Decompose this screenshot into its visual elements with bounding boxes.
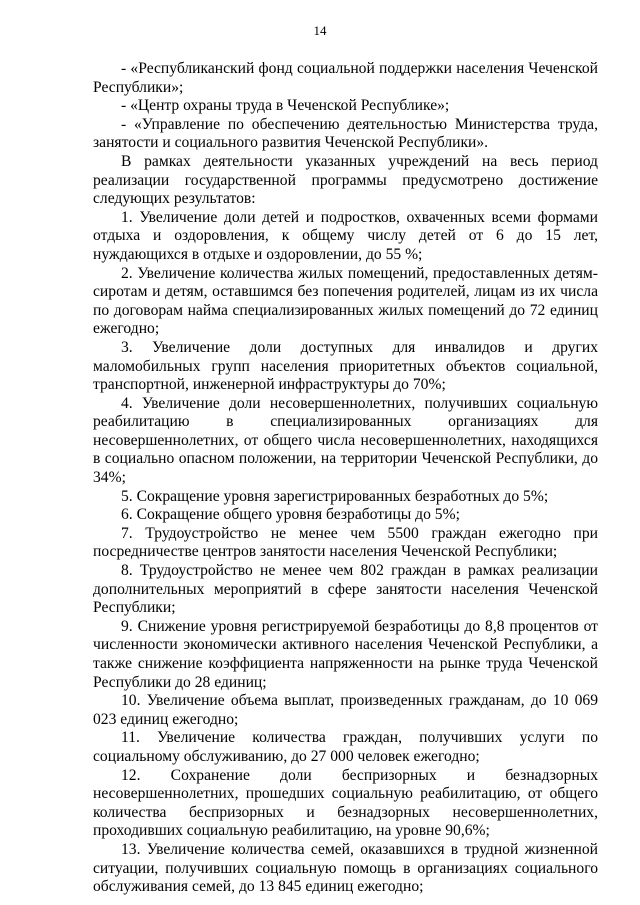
paragraph-17: 13. Увеличение количества семей, оказавшихся в трудной жизненной ситуации, получивших социальную помощь в организациях социального обслуживания семей, до 13 845 единиц ежегодно; [93,840,598,896]
paragraph-6: 2. Увеличение количества жилых помещений, предоставленных детям-сиротам и детям, оставшимся без попечения родителей, лицам из их числа по договорам найма специализированных жилых помещений до 72 единиц ежегодно; [93,264,598,338]
paragraph-9: 5. Сокращение уровня зарегистрированных безработных до 5%; [121,487,549,505]
paragraph-11: 7. Трудоустройство не менее чем 5500 граждан ежегодно при посредничестве центров занятости населения Чеченской Республики; [93,524,598,561]
paragraph-5: 1. Увеличение доли детей и подростков, охваченных всеми формами отдыха и оздоровления, к общему числу детей от 6 до 15 лет, нуждающихся в отдыхе и оздоровлении, до 55 %; [93,208,598,263]
body-text [93,60,598,897]
page-number: 14 [313,23,327,38]
paragraph-3: - «Управление по обеспечению деятельностью Министерства труда, занятости и социального развития Чеченской Республики». [93,115,598,152]
paragraph-10: 6. Сокращение общего уровня безработицы до 5%; [121,506,460,524]
paragraph-15: 11. Увеличение количества граждан, получивших услуги по социальному обслуживанию, до 27 000 человек ежегодно; [93,729,598,765]
paragraph-14: 10. Увеличение объема выплат, произведенных гражданам, до 10 069 023 единиц ежегодно; [93,692,598,728]
paragraph-7: 3. Увеличение доли доступных для инвалидов и других маломобильных групп населения приоритетных объектов социальной, транспортной, инженерной инфраструктуры до 70%; [93,338,598,394]
paragraph-12: 8. Трудоустройство не менее чем 802 граждан в рамках реализации дополнительных мероприятий в сфере занятости населения Чеченской Республики; [93,562,598,617]
paragraph-2: - «Центр охраны труда в Чеченской Республике»; [121,97,450,115]
paragraph-4: В рамках деятельности указанных учреждений на весь период реализации государственной программы предусмотрено достижение следующих результатов: [93,152,598,208]
paragraph-13: 9. Снижение уровня регистрируемой безработицы до 8,8 процентов от численности экономически активного населения Чеченской Республики, а также снижение коэффициента напряженности на рынке труда Чеченской Республики до 28 единиц; [93,617,598,691]
paragraph-16: 12. Сохранение доли беспризорных и безнадзорных несовершеннолетних, прошедших социальную реабилитацию, от общего количества беспризорных и безнадзорных несовершеннолетних, проходивших социальную реабилитацию, на уровне 90,6%; [93,766,598,840]
paragraph-8: 4. Увеличение доли несовершеннолетних, получивших социальную реабилитацию в специализированных организациях для несовершеннолетних, от общего числа несовершеннолетних, находящихся в социально опасном положении, на территории Чеченской Республики, до 34%; [93,394,598,487]
paragraph-1: - «Республиканский фонд социальной поддержки населения Чеченской Республики»; [93,60,598,96]
